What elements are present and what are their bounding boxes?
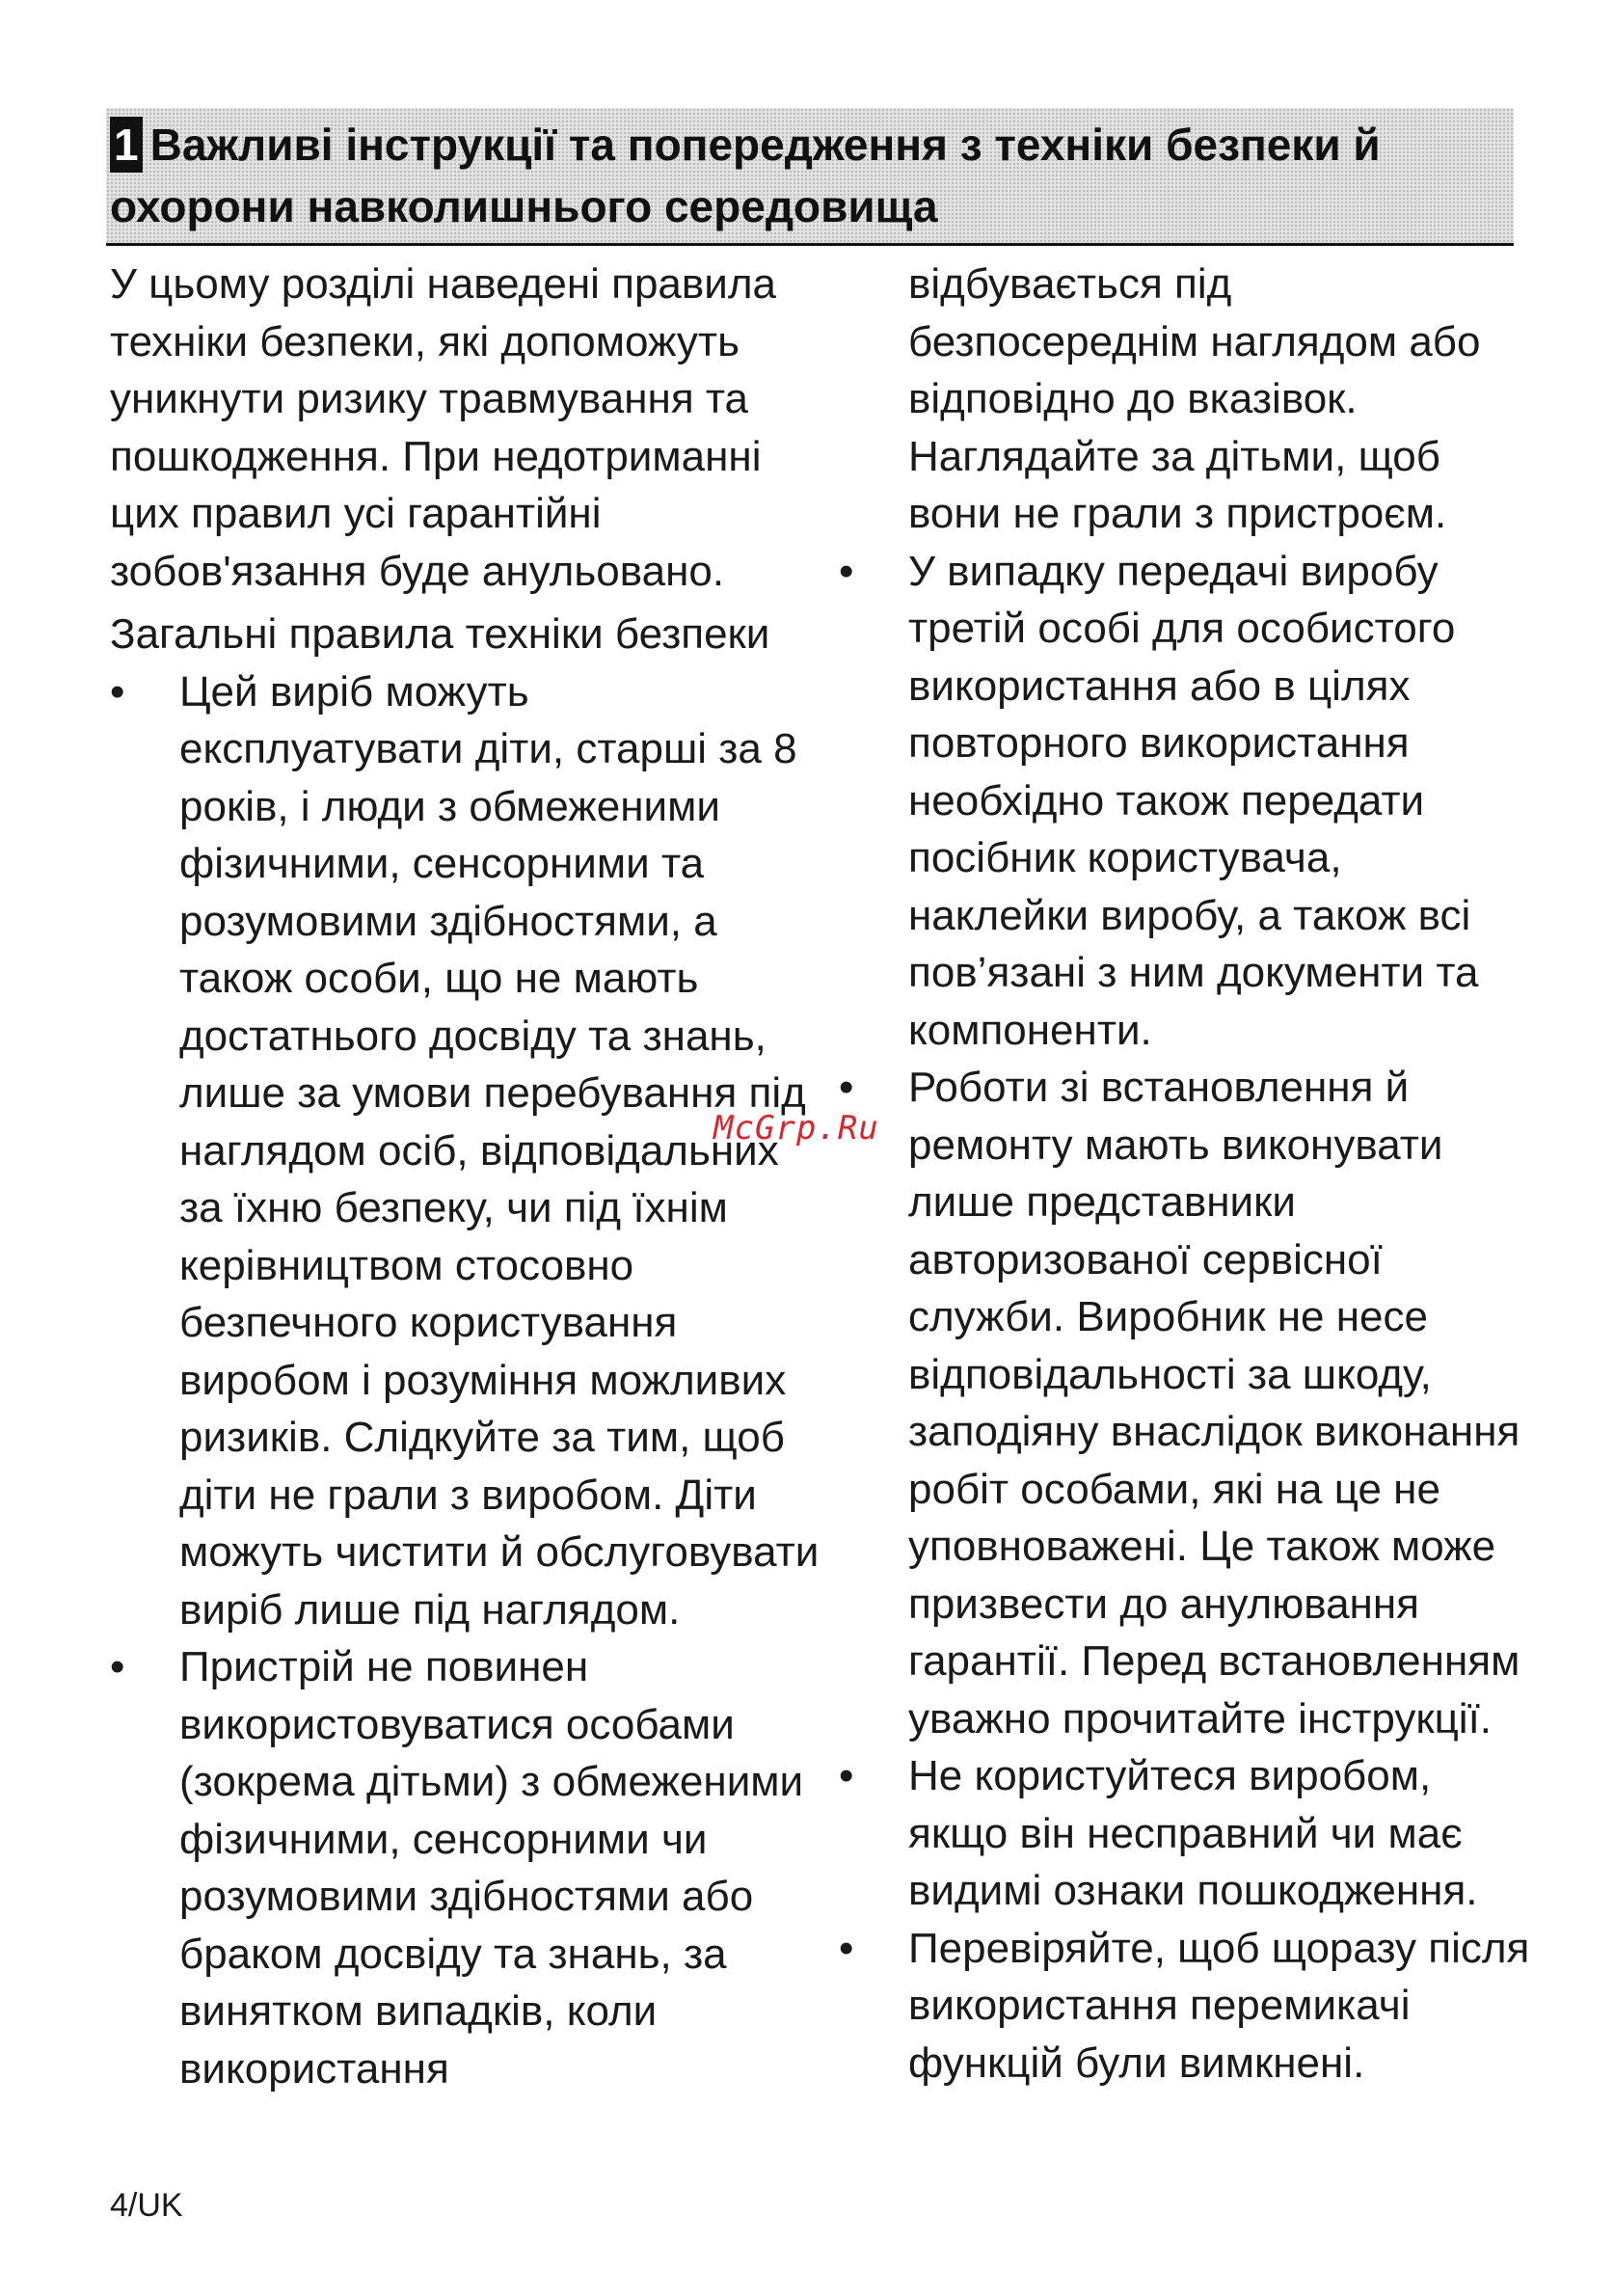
bullet-icon: • [839,1752,854,1799]
section-title-text: Важливі інструкції та попередження з техніки безпеки й охорони навколишнього середовища [110,120,1381,231]
continued-text: відбувається під безпосереднім наглядом або відповідно до вказівок. Наглядайте за дітьми, щоб вони не грали з пристроєм. [908,260,1481,537]
bullet-icon: • [839,1064,854,1111]
intro-paragraph: У цьому розділі наведені правила техніки безпеки, які допоможуть уникнути ризику травмування та пошкодження. При недотриманні цих правил усі гарантійні зобов'язання буде анульовано. [110,260,776,595]
watermark: McGrp.Ru [713,1109,879,1148]
page-number: 4/UK [110,2187,183,2224]
chapter-number: 1 [110,117,143,173]
list-item [839,1747,1533,1920]
list-item [839,543,1533,1060]
list-item [839,1920,1533,2093]
right-column [839,256,1533,2092]
safety-list-left [110,663,823,2098]
list-item-text: Не користуйтеся виробом, якщо він несправний чи має видимі ознаки пошкодження. [908,1752,1478,1914]
bullet-icon: • [110,1643,125,1690]
list-item [110,663,823,1639]
list-item-text: Пристрій не повинен використовуватися особами (зокрема дітьми) з обмеженими фізичними, сенсорними чи розумовими здібностями або браком досвіду та знань, за винятком випадків, коли використання [179,1643,804,2093]
list-item-text: У випадку передачі виробу третій особі для особистого використання або в цілях повторного використання необхідно також передати посібник користувача, наклейки виробу, а також всі пов’язані з ним документи та компоненти. [908,547,1479,1054]
left-column [110,256,823,2097]
list-item-text: Цей виріб можуть експлуатувати діти, старші за 8 років, і люди з обмеженими фізичними, сенсорними та розумовими здібностями, а також особи, що не мають достатнього досвіду та знань, лише за умови перебування під наглядом осіб, відповідальних за їхню безпеку, чи під їхнім керівництвом стосовно безпечного користування виробом і розуміння можливих ризиків. Слідкуйте за тим, щоб діти не грали з виробом. Діти можуть чистити й обслуговувати виріб лише під наглядом. [179,667,820,1634]
safety-list-right [839,543,1533,2093]
section-header [106,108,1514,246]
section-title [110,114,1475,237]
bullet-icon: • [839,1924,854,1972]
bullet-icon: • [110,667,125,716]
list-item-text: Перевіряйте, щоб щоразу після використання перемикачі функцій були вимкнені. [908,1924,1530,2087]
list-item [110,1638,823,2097]
list-item-text: Роботи зі встановлення й ремонту мають виконувати лише представники авторизованої сервісної служби. Виробник не несе відповідальності за шкоду, заподіяну внаслідок виконання робіт особами, які на це не уповноважені. Це також може призвести до анулювання гарантії. Перед встановленням уважно прочитайте інструкції. [908,1064,1520,1742]
subheading: Загальні правила техніки безпеки [110,610,770,658]
list-item [839,1059,1533,1747]
bullet-icon: • [839,547,854,595]
